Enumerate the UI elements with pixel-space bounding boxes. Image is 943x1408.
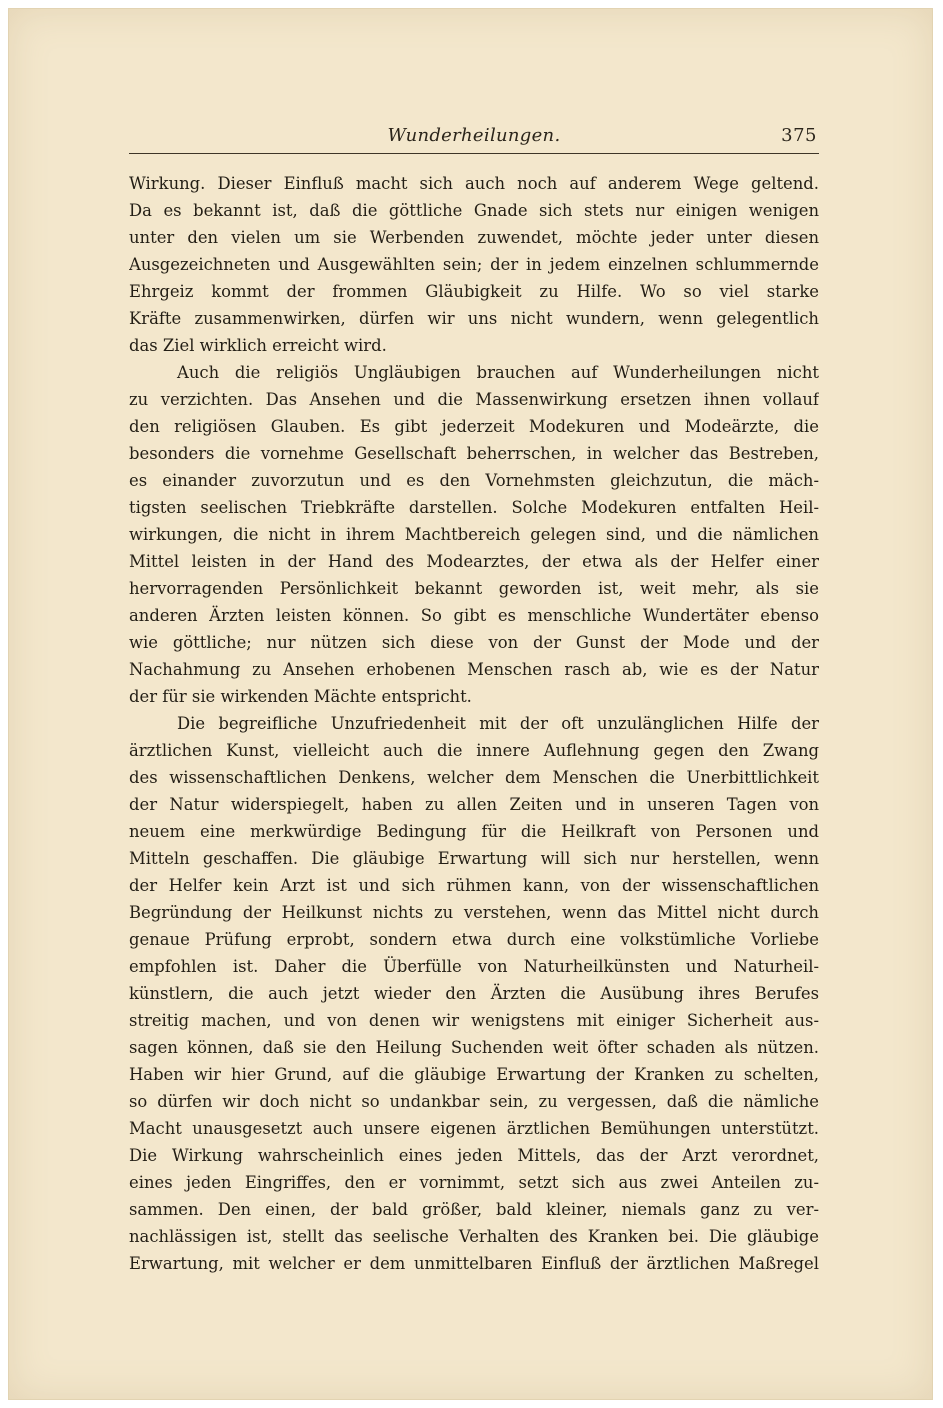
text-line: besonders die vornehme Gesellschaft beherrschen, in welcher das Bestreben, bbox=[129, 444, 819, 463]
text-line: wirkungen, die nicht in ihrem Machtbereich gelegen sind, und die nämlichen bbox=[129, 525, 819, 544]
text-line: unter den vielen um sie Werbenden zuwendet, möchte jeder unter diesen bbox=[129, 228, 819, 247]
text-line: streitig machen, und von denen wir wenigstens mit einiger Sicherheit aus- bbox=[129, 1011, 819, 1030]
text-line: ärztlichen Kunst, vielleicht auch die innere Auflehnung gegen den Zwang bbox=[129, 741, 819, 760]
page-header bbox=[129, 123, 819, 154]
text-line: wie göttliche; nur nützen sich diese von der Gunst der Mode und der bbox=[129, 633, 819, 652]
text-line: Mittel leisten in der Hand des Modearztes, der etwa als der Helfer einer bbox=[129, 552, 819, 571]
text-line: Haben wir hier Grund, auf die gläubige Erwartung der Kranken zu schelten, bbox=[129, 1065, 819, 1084]
text-line: künstlern, die auch jetzt wieder den Ärzten die Ausübung ihres Berufes bbox=[129, 984, 819, 1003]
running-title: Wunderheilungen. bbox=[387, 125, 561, 146]
text-line: Erwartung, mit welcher er dem unmittelbaren Einfluß der ärztlichen Maßregel bbox=[129, 1254, 819, 1273]
text-line: empfohlen ist. Daher die Überfülle von Naturheilkünsten und Naturheil- bbox=[129, 957, 819, 976]
text-line: den religiösen Glauben. Es gibt jederzeit Modekuren und Modeärzte, die bbox=[129, 417, 819, 436]
text-line: Die Wirkung wahrscheinlich eines jeden Mittels, das der Arzt verordnet, bbox=[129, 1146, 819, 1165]
text-line: Ehrgeiz kommt der frommen Gläubigkeit zu Hilfe. Wo so viel starke bbox=[129, 282, 819, 301]
text-line: es einander zuvorzutun und es den Vornehmsten gleichzutun, die mäch- bbox=[129, 471, 819, 490]
text-line: nachlässigen ist, stellt das seelische Verhalten des Kranken bei. Die gläubige bbox=[129, 1227, 819, 1246]
text-line: Macht unausgesetzt auch unsere eigenen ärztlichen Bemühungen unterstützt. bbox=[129, 1119, 819, 1138]
text-line: sammen. Den einen, der bald größer, bald kleiner, niemals ganz zu ver- bbox=[129, 1200, 819, 1219]
text-line: sagen können, daß sie den Heilung Suchenden weit öfter schaden als nützen. bbox=[129, 1038, 819, 1057]
text-line: Wirkung. Dieser Einfluß macht sich auch noch auf anderem Wege geltend. bbox=[129, 174, 819, 193]
text-line: Auch die religiös Ungläubigen brauchen auf Wunderheilungen nicht bbox=[177, 363, 819, 382]
text-line: tigsten seelischen Triebkräfte darstellen. Solche Modekuren entfalten Heil- bbox=[129, 498, 819, 517]
text-line: Da es bekannt ist, daß die göttliche Gnade sich stets nur einigen wenigen bbox=[129, 201, 819, 220]
text-line: der Natur widerspiegelt, haben zu allen Zeiten und in unseren Tagen von bbox=[129, 795, 819, 814]
text-line: genaue Prüfung erprobt, sondern etwa durch eine volkstümliche Vorliebe bbox=[129, 930, 819, 949]
text-line: neuem eine merkwürdige Bedingung für die Heilkraft von Personen und bbox=[129, 822, 819, 841]
text-line: des wissenschaftlichen Denkens, welcher dem Menschen die Unerbittlichkeit bbox=[129, 768, 819, 787]
text-line: eines jeden Eingriffes, den er vornimmt, setzt sich aus zwei Anteilen zu- bbox=[129, 1173, 819, 1192]
text-line: der Helfer kein Arzt ist und sich rühmen kann, von der wissenschaftlichen bbox=[129, 876, 819, 895]
text-line: Kräfte zusammenwirken, dürfen wir uns nicht wundern, wenn gelegentlich bbox=[129, 309, 819, 328]
book-page bbox=[8, 8, 933, 1400]
text-line: Die begreifliche Unzufriedenheit mit der oft unzulänglichen Hilfe der bbox=[177, 714, 819, 733]
text-line: so dürfen wir doch nicht so undankbar sein, zu vergessen, daß die nämliche bbox=[129, 1092, 819, 1111]
text-line: anderen Ärzten leisten können. So gibt es menschliche Wundertäter ebenso bbox=[129, 606, 819, 625]
text-line: Nachahmung zu Ansehen erhobenen Menschen rasch ab, wie es der Natur bbox=[129, 660, 819, 679]
text-line: Ausgezeichneten und Ausgewählten sein; der in jedem einzelnen schlummernde bbox=[129, 255, 819, 274]
text-line: Begründung der Heilkunst nichts zu verstehen, wenn das Mittel nicht durch bbox=[129, 903, 819, 922]
text-line: hervorragenden Persönlichkeit bekannt geworden ist, weit mehr, als sie bbox=[129, 579, 819, 598]
text-line: Mitteln geschaffen. Die gläubige Erwartung will sich nur herstellen, wenn bbox=[129, 849, 819, 868]
text-line: zu verzichten. Das Ansehen und die Massenwirkung ersetzen ihnen vollauf bbox=[129, 390, 819, 409]
text-line: das Ziel wirklich erreicht wird. bbox=[129, 336, 387, 355]
page-number: 375 bbox=[781, 125, 817, 146]
text-line: der für sie wirkenden Mächte entspricht. bbox=[129, 687, 472, 706]
body-text bbox=[129, 170, 819, 1277]
